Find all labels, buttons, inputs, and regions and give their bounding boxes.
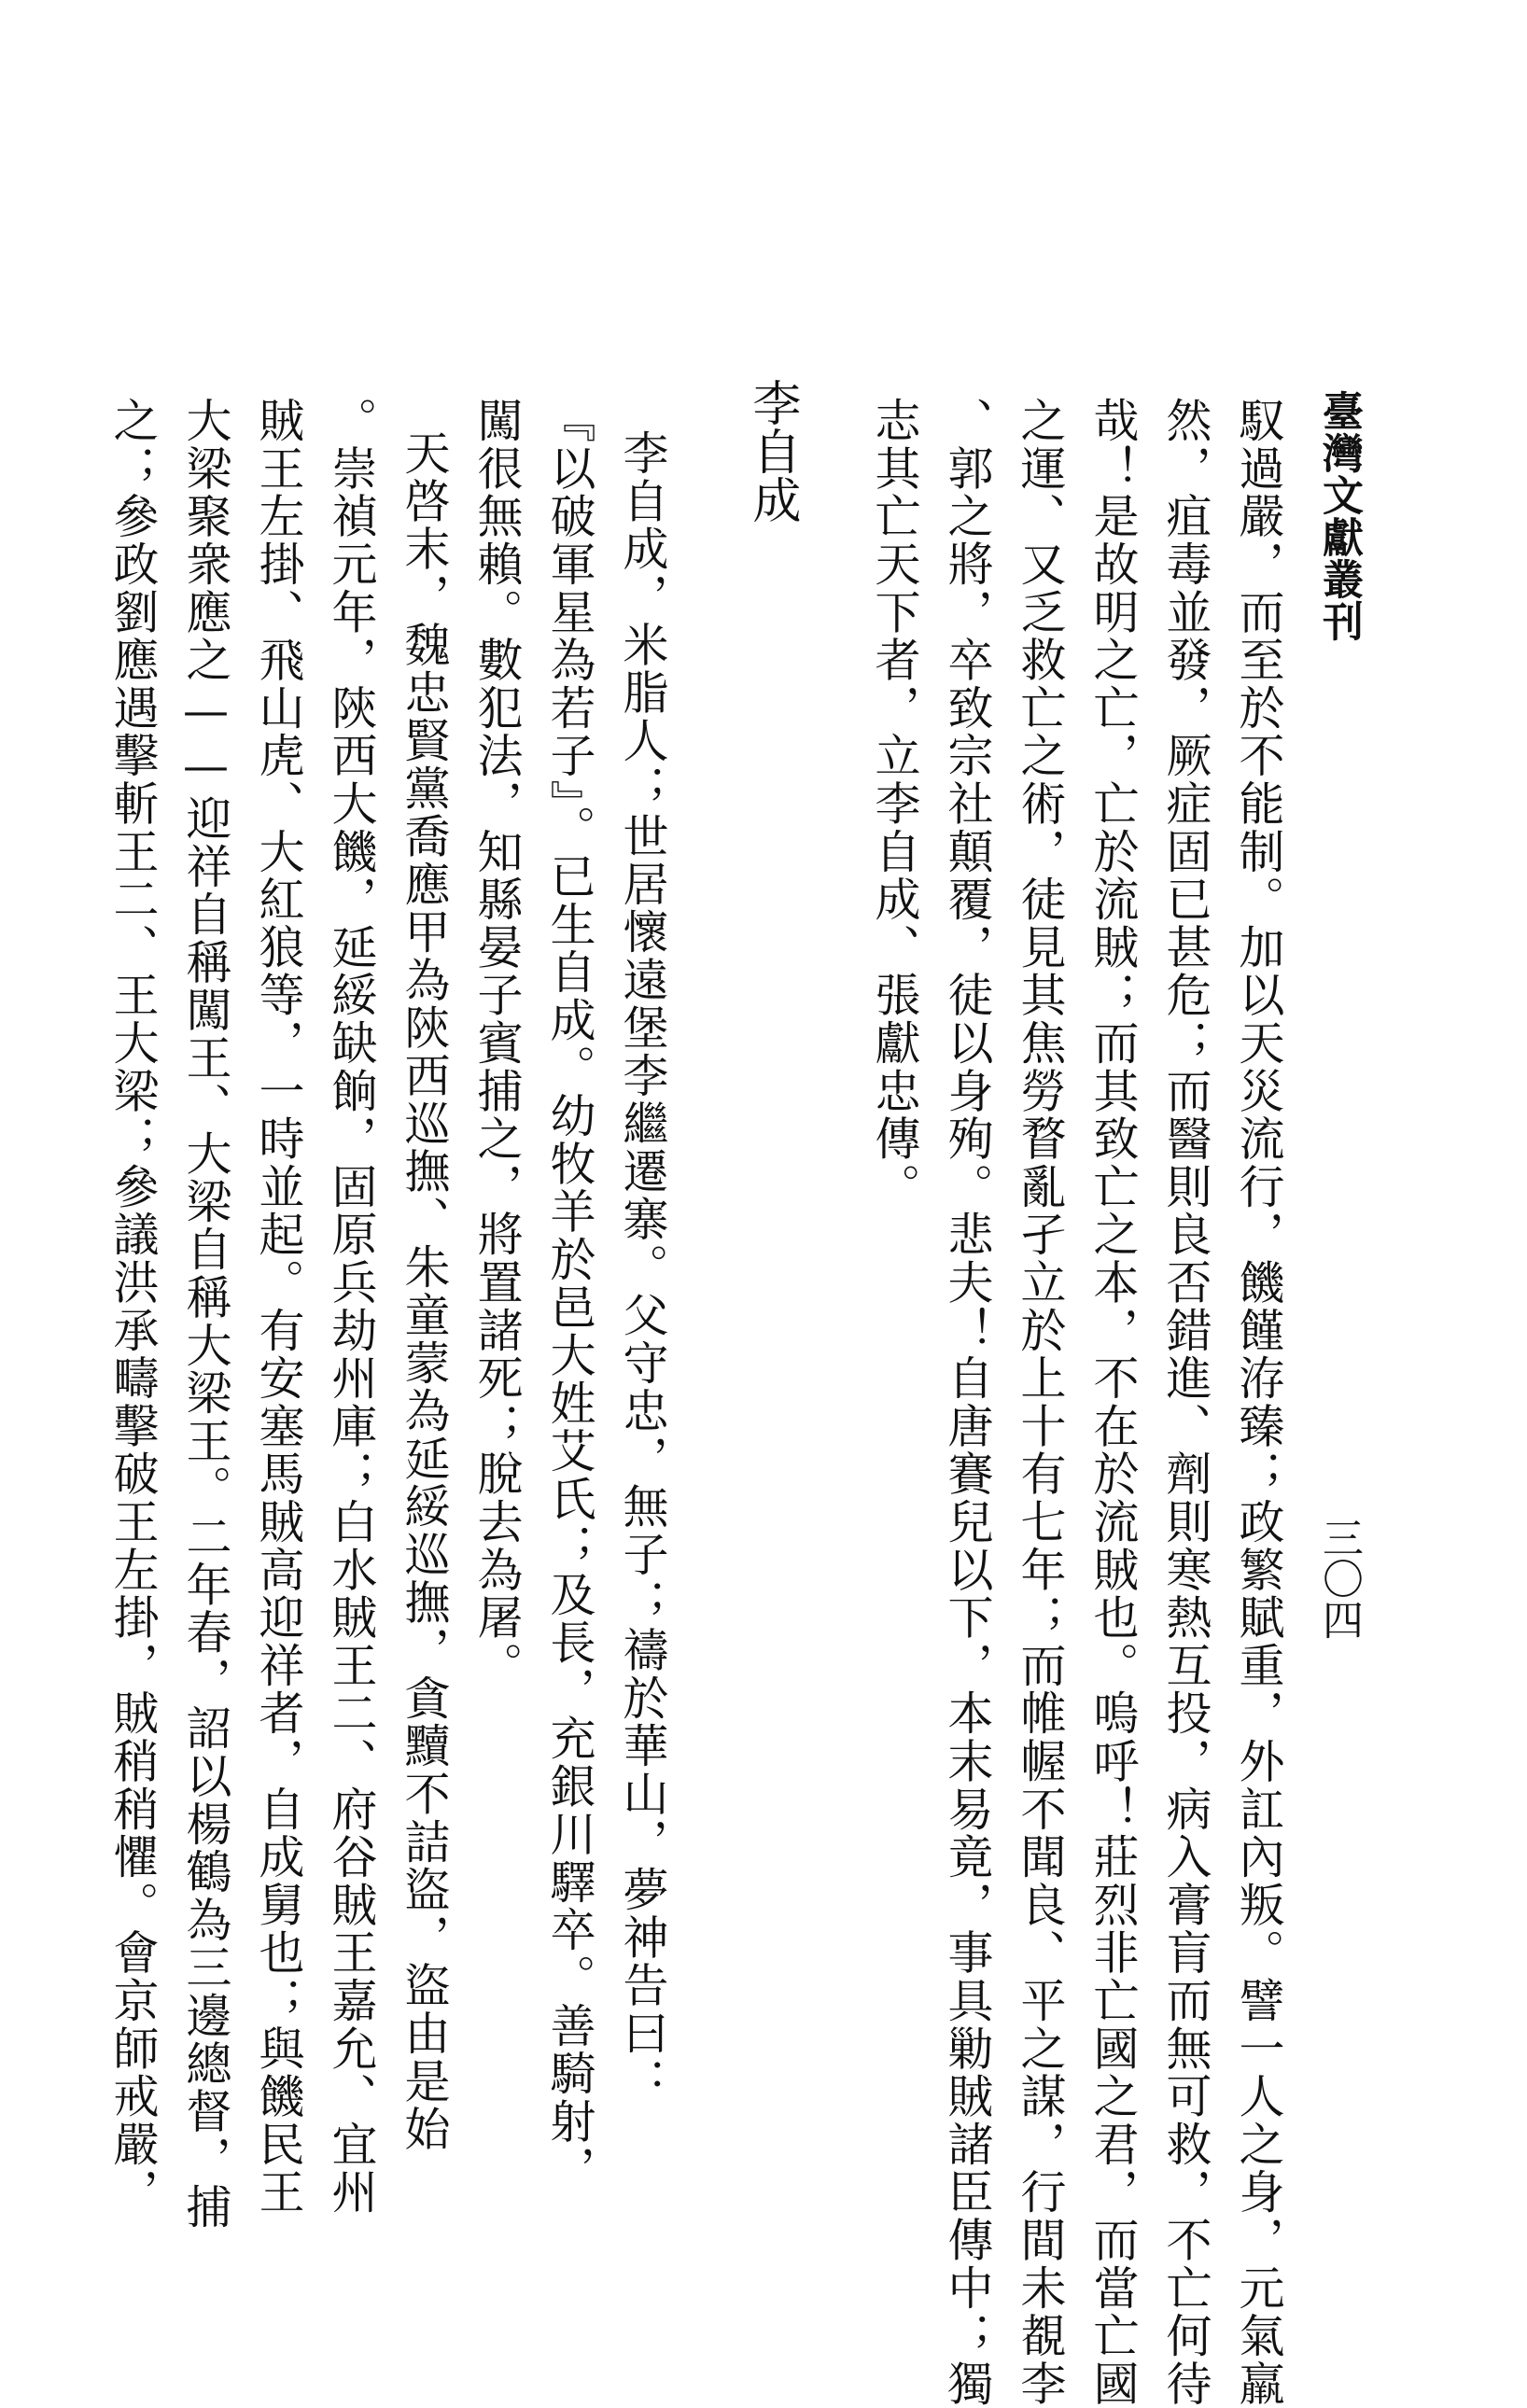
page-number: 三〇四 bbox=[1315, 1517, 1363, 1640]
section-title: 李自成 bbox=[744, 378, 800, 524]
text-column: 然，疽毒並發，厥症固已甚危；而醫則良否錯進、劑則寒熱互投，病入膏肓而無可救，不亡何待 bbox=[1159, 397, 1212, 2408]
text-column: 大梁聚衆應之——迎祥自稱闖王、大梁自稱大梁王。二年春，詔以楊鶴為三邊總督，捕 bbox=[179, 397, 232, 2232]
text-column: 賊王左掛、飛山虎、大紅狼等，一時並起。有安塞馬賊高迎祥者，自成舅也；與饑民王 bbox=[252, 397, 305, 2217]
text-column: 李自成，米脂人；世居懷遠堡李繼遷寨。父守忠，無子；禱於華山，夢神告曰： bbox=[616, 429, 669, 2106]
text-column: 。崇禎元年，陝西大饑，延綏缺餉，固原兵劫州庫；白水賊王二、府谷賊王嘉允、宜州 bbox=[325, 397, 378, 2217]
text-column: 闖很無賴。數犯法，知縣晏子賓捕之，將置諸死；脫去為屠。 bbox=[470, 397, 524, 1690]
text-column: 馭過嚴，而至於不能制。加以天災流行，饑饉洊臻；政繁賦重，外訌內叛。譬一人之身，元氣羸 bbox=[1232, 397, 1285, 2408]
running-header-title: 臺灣文獻叢刊 bbox=[1315, 390, 1363, 642]
text-column: 、郭之將，卒致宗社顛覆，徒以身殉。悲夫！自唐賽兒以下，本末易竟，事具勦賊諸臣傳中；獨 bbox=[941, 397, 994, 2408]
text-column: 之；參政劉應遇擊斬王二、王大梁；參議洪承疇擊破王左掛，賊稍稍懼。會京師戒嚴， bbox=[106, 397, 160, 2217]
text-column: 『以破軍星為若子』。已生自成。幼牧羊於邑大姓艾氏；及長，充銀川驛卒。善騎射， bbox=[543, 397, 596, 2193]
text-column: 志其亡天下者，立李自成、張獻忠傳。 bbox=[868, 397, 921, 1211]
text-column: 天啓末，魏忠賢黨喬應甲為陝西巡撫、朱童蒙為延綏巡撫，貪黷不詰盜，盜由是始 bbox=[398, 429, 451, 2153]
text-column: 之運、又乏救亡之術，徒見其焦勞瞀亂孑立於上十有七年；而帷幄不聞良、平之謀，行間未覩李 bbox=[1014, 397, 1067, 2408]
text-column: 哉！是故明之亡，亡於流賊；而其致亡之本，不在於流賊也。嗚呼！莊烈非亡國之君，而當亡國 bbox=[1086, 397, 1140, 2408]
